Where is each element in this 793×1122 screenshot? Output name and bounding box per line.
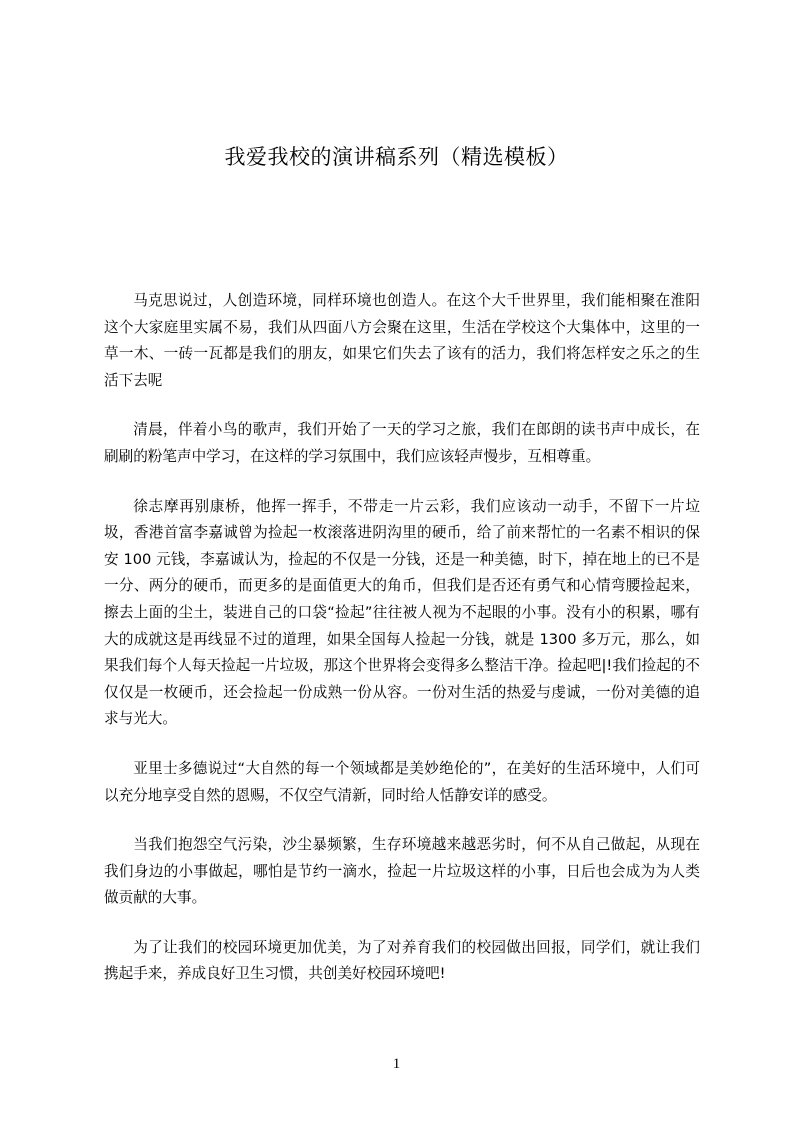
paragraph-2: 清晨，伴着小鸟的歌声，我们开始了一天的学习之旅，我们在郎朗的读书声中成长，在刷刷的粉笔声中学习，在这样的学习氛围中，我们应该轻声慢步，互相尊重。 [104, 421, 700, 465]
paragraph-5: 当我们抱怨空气污染，沙尘暴频繁，生存环境越来越恶劣时，何不从自己做起，从现在我们身边的小事做起，哪怕是节约一滴水，捡起一片垃圾这样的小事，日后也会成为为人类做贡献的大事。 [104, 836, 700, 907]
page-number: 1 [392, 1056, 401, 1072]
paragraph-6: 为了让我们的校园环境更加优美，为了对养育我们的校园做出回报，同学们，就让我们携起手来，养成良好卫生习惯，共创美好校园环境吧! [104, 938, 700, 983]
paragraph-4: 亚里士多德说过“大自然的每一个领域都是美妙绝伦的”，在美好的生活环境中，人们可以充分地享受自然的恩赐，不仅空气清新，同时给人恬静安详的感受。 [104, 759, 700, 804]
paragraph-3: 徐志摩再别康桥，他挥一挥手，不带走一片云彩，我们应该动一动手，不留下一片垃圾，香港首富李嘉诚曾为捡起一枚滚落进阴沟里的硬币，给了前来帮忙的一名素不相识的保安 100 元钱，李嘉诚认为，捡起的不仅是一分钱，还是一种美德，时下，掉在地上的已不是一分、两分的硬币，而更多的是面值更大的角币，但我们是否还有勇气和心情弯腰捡起来，擦去上面的尘土，装进自己的口袋“捡起”往往被人视为不起眼的小事。没有小的积累，哪有大的成就这是再线显不过的道理，如果全国每人捡起一分钱，就是 1300 多万元，那么，如果我们每个人每天捡起一片垃圾，那这个世界将会变得多么整洁干净。捡起吧|!我们捡起的不仅仅是一枚硬币，还会捡起一份成熟一份从容。一份对生活的热爱与虔诚，一份对美德的追求与光大。 [104, 497, 700, 728]
paragraph-1: 马克思说过，人创造环境，同样环境也创造人。在这个大千世界里，我们能相聚在淮阳这个大家庭里实属不易，我们从四面八方会聚在这里，生活在学校这个大集体中，这里的一草一木、一砖一瓦都是我们的朋友，如果它们失去了该有的活力，我们将怎样安之乐之的生活下去呢 [104, 292, 700, 389]
document-body [104, 288, 700, 1011]
document-title: 我爱我校的演讲稿系列（精选模板） [224, 145, 569, 169]
